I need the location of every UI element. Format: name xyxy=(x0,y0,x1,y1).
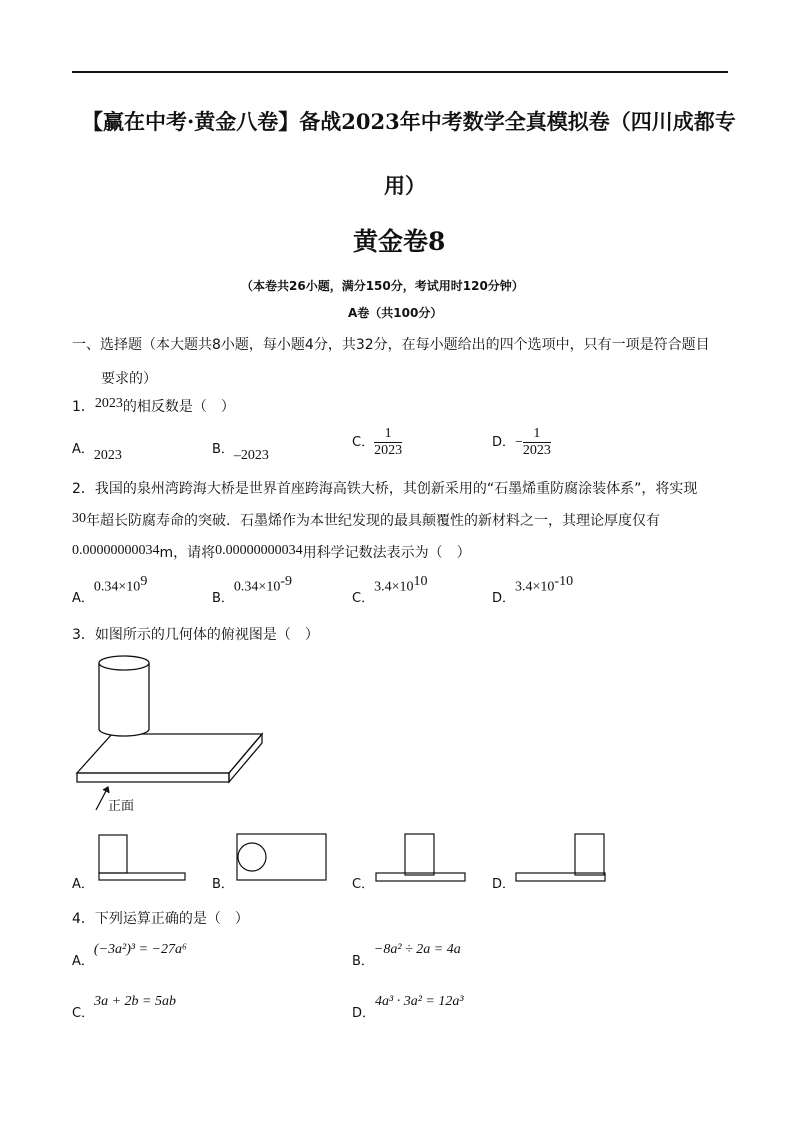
option-value: 2023 xyxy=(93,448,122,463)
q1-option-d[interactable] xyxy=(492,426,551,459)
q3-option-a[interactable] xyxy=(72,873,94,892)
q2-line2-text: 年超长防腐寿命的突破．石墨烯作为本世纪发现的最具颠覆性的新材料之一，其理论厚度仅有 xyxy=(86,513,660,529)
q4-stem: 4．下列运算正确的是（ ） xyxy=(72,911,249,927)
paper-title: 黄金卷8 xyxy=(353,227,446,256)
option-label: C． xyxy=(352,435,375,450)
q2-line3 xyxy=(72,542,471,562)
option-label: A． xyxy=(72,591,94,607)
numerator: 1 xyxy=(523,426,551,443)
option-value: –2023 xyxy=(233,448,269,463)
q3-option-b-figure[interactable] xyxy=(235,832,329,884)
q3-option-c-figure[interactable] xyxy=(374,832,468,884)
q2-line3-text-a: m，请将 xyxy=(159,545,216,561)
q1-value: 2023 xyxy=(94,396,123,411)
q2-line1: 2．我国的泉州湾跨海大桥是世界首座跨海高铁大桥，其创新采用的“石墨烯重防腐涂装体系”，将实现 xyxy=(72,481,698,497)
q2-line2 xyxy=(72,510,660,530)
q4-option-b[interactable] xyxy=(352,938,461,969)
slab-front xyxy=(77,773,229,782)
denominator: 2023 xyxy=(522,443,551,458)
option-label: C． xyxy=(352,591,375,607)
option-exponent: -10 xyxy=(554,574,574,589)
q2-thickness: 0.00000000034 xyxy=(72,543,160,558)
exam-info: （本卷共26小题，满分150分，考试用时120分钟） xyxy=(241,279,524,293)
q3-option-b[interactable] xyxy=(212,873,234,892)
option-label: B． xyxy=(352,954,374,969)
q2-thickness-repeat: 0.00000000034 xyxy=(215,543,303,558)
front-arrow xyxy=(96,789,107,810)
q2-option-b[interactable] xyxy=(212,574,292,607)
option-label: B． xyxy=(212,442,234,457)
numerator: 1 xyxy=(374,426,402,443)
front-label: 正面 xyxy=(108,799,135,814)
option-label: A． xyxy=(72,442,94,457)
q3-option-c[interactable] xyxy=(352,873,374,892)
part1-instructions-line2: 要求的） xyxy=(101,371,157,387)
q1-option-b[interactable] xyxy=(212,438,269,463)
minus-sign: − xyxy=(515,435,523,450)
q2-option-d[interactable] xyxy=(492,574,574,607)
q2-line3-text-b: 用科学记数法表示为（ ） xyxy=(302,545,471,561)
cylinder-top xyxy=(99,656,149,670)
option-label: B． xyxy=(212,591,234,607)
q1-number: 1． xyxy=(72,399,95,415)
option-label: B． xyxy=(212,877,234,892)
title-line-1: 【赢在中考·黄金八卷】备战2023年中考数学全真模拟卷（四川成都专 xyxy=(82,109,736,134)
slab-side xyxy=(229,734,262,782)
option-label: C． xyxy=(72,1006,95,1021)
option-label: A． xyxy=(72,877,94,892)
q3-stem: 3．如图所示的几何体的俯视图是（ ） xyxy=(72,627,319,643)
fraction xyxy=(523,426,551,459)
option-label: D． xyxy=(492,435,516,450)
option-base: 3.4×10 xyxy=(515,579,555,595)
option-exponent: 10 xyxy=(413,574,428,589)
option-expression: −8a² ÷ 2a = 4a xyxy=(373,942,461,957)
q4-option-a[interactable] xyxy=(72,938,187,969)
fraction xyxy=(374,426,402,459)
option-label: A． xyxy=(72,954,94,969)
option-label: D． xyxy=(492,877,516,892)
option-base: 0.34×10 xyxy=(233,579,281,595)
q1-option-a[interactable] xyxy=(72,438,122,463)
option-expression: 3a + 2b = 5ab xyxy=(94,994,176,1009)
q3-option-d-figure[interactable] xyxy=(514,832,608,884)
option-expression: (−3a²)³ = −27a⁶ xyxy=(93,942,187,957)
option-exponent: 9 xyxy=(140,574,148,589)
option-exponent: -9 xyxy=(280,574,292,589)
q4-option-d[interactable] xyxy=(352,990,464,1021)
option-label: D． xyxy=(352,1006,376,1021)
section-a-heading: A卷（共100分） xyxy=(348,306,443,320)
option-base: 3.4×10 xyxy=(374,579,414,595)
q4-option-c[interactable] xyxy=(72,990,176,1021)
option-label: C． xyxy=(352,877,375,892)
option-base: 0.34×10 xyxy=(93,579,141,595)
q3-option-d[interactable] xyxy=(492,873,515,892)
q1-stem xyxy=(72,396,235,416)
q3-solid-figure xyxy=(74,650,274,820)
q1-text: 的相反数是（ ） xyxy=(122,399,235,415)
cylinder-body xyxy=(99,663,149,736)
denominator: 2023 xyxy=(374,443,403,458)
q2-option-a[interactable] xyxy=(72,574,148,607)
header-rule xyxy=(72,71,728,73)
q1-option-c[interactable] xyxy=(352,426,402,459)
q2-option-c[interactable] xyxy=(352,574,428,607)
title-line-2: 用） xyxy=(384,173,426,198)
q2-years: 30 xyxy=(72,511,86,526)
option-label: D． xyxy=(492,591,516,607)
part1-instructions-line1: 一、选择题（本大题共8小题，每小题4分，共32分，在每小题给出的四个选项中，只有一项是符合题目 xyxy=(72,337,710,353)
q3-option-a-figure[interactable] xyxy=(96,832,188,884)
option-expression: 4a³ · 3a² = 12a³ xyxy=(375,994,464,1009)
